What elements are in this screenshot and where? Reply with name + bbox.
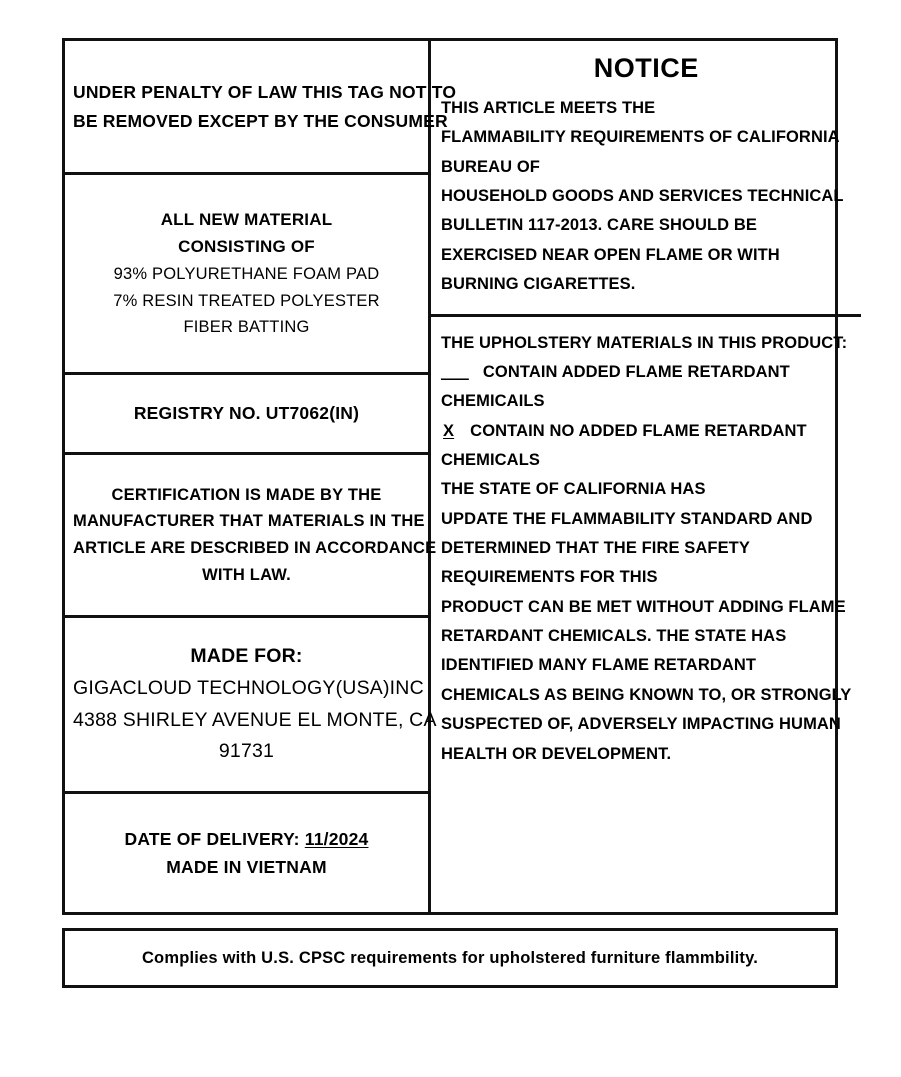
option-checked-row-2: CHEMICALS: [441, 450, 540, 469]
registry-number-cell: [65, 375, 428, 455]
penalty-line-1: UNDER PENALTY OF LAW THIS TAG NOT TO: [73, 82, 457, 103]
statement-line-1: THE STATE OF CALIFORNIA HAS: [441, 480, 706, 499]
certification-line-3: ARTICLE ARE DESCRIBED IN ACCORDANCE: [73, 539, 437, 557]
cpsc-compliance-footer: [62, 928, 838, 988]
made-for-company: GIGACLOUD TECHNOLOGY(USA)INC: [73, 676, 424, 699]
statement-line-3: DETERMINED THAT THE FIRE SAFETY: [441, 539, 750, 558]
checkbox-unchecked[interactable]: ___: [441, 362, 469, 381]
certification-line-4: WITH LAW.: [202, 565, 291, 584]
made-for-label: MADE FOR:: [190, 645, 303, 668]
statement-line-7: IDENTIFIED MANY FLAME RETARDANT: [441, 656, 757, 675]
delivery-date: 11/2024: [304, 828, 369, 849]
notice-line-5: BULLETIN 117-2013. CARE SHOULD BE: [441, 216, 757, 235]
material-heading-2: CONSISTING OF: [178, 237, 315, 257]
made-for-address: 4388 SHIRLEY AVENUE EL MONTE, CA: [73, 708, 437, 731]
notice-line-2: FLAMMABILITY REQUIREMENTS OF CALIFORNIA: [441, 128, 840, 147]
delivery-cell: [65, 794, 428, 912]
statement-line-8: CHEMICALS AS BEING KNOWN TO, OR STRONGLY: [441, 685, 852, 704]
notice-line-6: EXERCISED NEAR OPEN FLAME OR WITH: [441, 245, 780, 264]
statement-line-5: PRODUCT CAN BE MET WITHOUT ADDING FLAME: [441, 597, 846, 616]
statement-line-2: UPDATE THE FLAMMABILITY STANDARD AND: [441, 509, 813, 528]
made-for-cell: [65, 618, 437, 794]
material-content-cell: [65, 175, 428, 375]
statement-line-9: SUSPECTED OF, ADVERSELY IMPACTING HUMAN: [441, 715, 841, 734]
upholstery-section: [441, 329, 851, 769]
law-label-tag: [62, 38, 852, 988]
statement-line-10: HEALTH OR DEVELOPMENT.: [441, 744, 672, 763]
option-checked-row: [441, 417, 851, 446]
certification-cell: [65, 455, 437, 618]
penalty-notice-cell: [65, 41, 457, 175]
notice-line-3: BUREAU OF: [441, 157, 540, 176]
option-unchecked-text: CONTAIN ADDED FLAME RETARDANT: [482, 362, 790, 381]
penalty-line-2: BE REMOVED EXCEPT BY THE CONSUMER: [73, 110, 448, 131]
label-grid: [62, 38, 852, 915]
certification-line-2: MANUFACTURER THAT MATERIALS IN THE: [73, 512, 425, 531]
notice-line-1: THIS ARTICLE MEETS THE: [441, 99, 656, 117]
notice-title: NOTICE: [593, 53, 699, 83]
option-unchecked-row-2: CHEMICAILS: [441, 392, 545, 411]
notice-body: [441, 94, 851, 300]
material-item-2: 7% RESIN TREATED POLYESTER: [113, 291, 380, 310]
material-item-1: 93% POLYURETHANE FOAM PAD: [113, 264, 380, 283]
statement-line-6: RETARDANT CHEMICALS. THE STATE HAS: [441, 627, 787, 646]
upholstery-heading: THE UPHOLSTERY MATERIALS IN THIS PRODUCT:: [441, 333, 848, 352]
certification-line-1: CERTIFICATION IS MADE BY THE: [111, 485, 382, 504]
left-column: [65, 41, 457, 912]
notice-divider: [431, 314, 861, 317]
cpsc-compliance-text: Complies with U.S. CPSC requirements for upholstered furniture flammbility.: [141, 948, 759, 967]
option-unchecked-row: [441, 358, 851, 387]
statement-line-4: REQUIREMENTS FOR THIS: [441, 568, 658, 587]
material-heading-1: ALL NEW MATERIAL: [160, 209, 333, 229]
delivery-label: DATE OF DELIVERY:: [124, 828, 300, 849]
material-item-3: FIBER BATTING: [183, 318, 310, 337]
notice-line-7: BURNING CIGARETTES.: [441, 275, 636, 294]
checkbox-checked[interactable]: X: [443, 421, 455, 440]
option-checked-text: CONTAIN NO ADDED FLAME RETARDANT: [470, 421, 807, 440]
delivery-row: [73, 825, 420, 853]
registry-number: REGISTRY NO. UT7062(IN): [133, 403, 360, 424]
made-for-zip: 91731: [218, 740, 275, 763]
right-column: [431, 41, 861, 912]
country-of-origin: MADE IN VIETNAM: [166, 857, 327, 877]
notice-line-4: HOUSEHOLD GOODS AND SERVICES TECHNICAL: [441, 187, 844, 206]
